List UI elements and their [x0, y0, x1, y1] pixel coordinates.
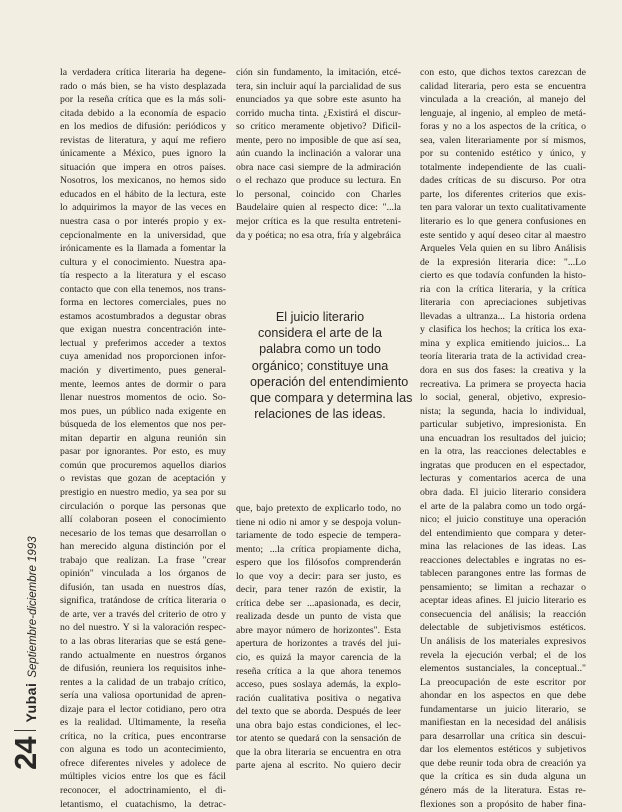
pull-quote-line: operación del entendimiento — [250, 374, 409, 389]
text-line: necesario de los temas que desarrollan o — [60, 527, 226, 539]
text-line: crítica debe ser ...apasionada, es decir, — [236, 597, 401, 609]
text-line: significa, tratándose de crítica literaria o — [60, 595, 226, 607]
text-line: trabajo que realizan. La frase "crear — [60, 554, 226, 566]
text-line: foras y no a los aspectos de la crítica, o — [420, 121, 586, 133]
text-line: aceptar ideas afines. El juicio literario es — [420, 595, 586, 607]
text-line: letantismo, el cuatachismo, la detrac- — [60, 798, 226, 810]
text-line: mente, pero no imposible de que así sea, — [236, 134, 401, 146]
text-line: con alguna es todo un acontecimiento, — [60, 744, 226, 756]
text-line: pensamiento; se limitan a rechazar o — [420, 581, 586, 593]
text-line: ción sin fundamento, la imitación, etcé- — [236, 67, 401, 78]
text-line: enunciados ya que sobre este asunto ha — [236, 94, 401, 106]
pull-quote-line: relaciones de las ideas. — [254, 407, 386, 422]
text-line: con esto, que dichos textos carezcan de — [420, 67, 586, 78]
text-line: apertura de horizontes a través del jui- — [236, 638, 401, 650]
text-line: obra dada. El juicio literario considera — [420, 486, 586, 498]
text-line: llenar nuestros momentos de ocio. So- — [60, 392, 226, 404]
text-line: fundamentarse un juicio literario, se — [420, 703, 586, 715]
text-line: mento; ...la crítica propiamente dicha, — [236, 543, 401, 555]
pull-quote-line: palabra como un todo — [259, 342, 381, 357]
text-line: decir, para tener razón de existir, la — [236, 584, 401, 596]
text-line: Nosotros, los mexicanos, no hemos sido — [60, 175, 226, 187]
text-line: de difusión, reuniera los requisitos inhe- — [60, 663, 226, 675]
text-line: que debe reunir toda obra de creación ya — [420, 757, 586, 769]
magazine-name: Yubai — [23, 682, 39, 723]
text-line: ria con la crítica literaria, y la crítica — [420, 283, 586, 295]
text-line: cuya amenidad nos proporcionen infor- — [60, 351, 226, 363]
text-line: una obra bajo estas condiciones, el lec- — [236, 719, 401, 731]
text-line: abre mayor número de horizontes". Esta — [236, 624, 401, 636]
text-line: que la obra literaria se encuentra en otra — [236, 746, 401, 758]
text-line: contacto que con ella tenemos, nos trans- — [60, 283, 226, 295]
text-line: lo que voy a decir: para ser justo, es — [236, 570, 401, 582]
text-line: rado o más bien, se ha visto desplazada — [60, 80, 226, 92]
text-line: aún cuando la inclinación a valorar una — [236, 148, 401, 160]
text-line: que exigan nuestra concentración inte- — [60, 324, 226, 336]
text-line: tera, sin incluir aquí la parcialidad de sus — [236, 80, 401, 92]
text-line: cierto es que todavía confunden la histo- — [420, 270, 586, 282]
text-line: han merecido alguna distinción por el — [60, 541, 226, 553]
text-column-2-bottom — [236, 502, 401, 773]
pull-quote-line: orgánico; constituye una — [251, 358, 389, 373]
text-line: cepcionalmente en la universidad, que — [60, 229, 226, 241]
text-line: tablecen parangones entre las formas de — [420, 568, 586, 580]
text-line: lenguaje, al ingenio, al empleo de metá- — [420, 107, 586, 119]
text-line: estamos acostumbrados a degustar obras — [60, 310, 226, 322]
text-line: rando actualmente en nuestros órganos — [60, 649, 226, 661]
text-line: es la realidad. Ultimamente, la reseña — [60, 717, 226, 729]
text-line: mina y explica emitiendo juicios... La — [420, 337, 586, 349]
text-line: mente, leemos antes de dormir o para — [60, 378, 226, 390]
text-line: nuestra casa o por interés propio y ex- — [60, 216, 226, 228]
text-line: lo social, general, objetivo, expresio- — [420, 392, 586, 404]
text-line: por la reseña crítica que es la más soli- — [60, 94, 226, 106]
text-line: cio, es quizá la mayor carencia de la — [236, 652, 401, 664]
text-line: obra nace casi siempre de la admiración — [236, 161, 401, 173]
text-line: género más de la literatura. Estas re- — [420, 784, 586, 796]
text-line: situación que impera en otros países. — [60, 161, 226, 173]
pull-quote-line: El juicio literario — [275, 310, 365, 324]
text-line: que, bajo pretexto de explicarlo todo, no — [236, 503, 401, 514]
text-line: circulación o porque las personas que — [60, 500, 226, 512]
text-line: so crítico meramente objetivo? Dificil- — [236, 121, 401, 133]
text-line: este sentido y aquí deseo citar al maestro — [420, 229, 586, 241]
text-line: educados en el hábito de la lectura, este — [60, 188, 226, 200]
text-line: reacciones delectables e ingratas no es- — [420, 554, 586, 566]
text-line: citada debido a la economía de espacio — [60, 107, 226, 119]
text-line: allí colaboran poseen el conocimiento — [60, 514, 226, 526]
text-line: Un análisis de los materiales expresivos — [420, 635, 586, 647]
text-line: lecturas y comentarios acerca de una — [420, 473, 586, 485]
text-line: no del nuestro. Y si la valoración respec- — [60, 622, 226, 634]
folio-divider — [14, 730, 36, 731]
text-line: dizaje para el lector cotidiano, pero otra — [60, 703, 226, 715]
text-line: el arte de la palabra como un todo orgá- — [420, 500, 586, 512]
pull-quote — [250, 309, 413, 422]
text-column-1 — [60, 66, 226, 811]
text-line: de la expresión literaria dice: "...Lo — [420, 256, 586, 268]
text-line: o revistas que gozan de aceptación y — [60, 473, 226, 485]
text-line: en los medios de difusión: periódicos y — [60, 121, 226, 133]
text-line: calidad literaria, pero esta se encuentra — [420, 80, 586, 92]
text-line: por su contenido estético y único, y — [420, 148, 586, 160]
text-line: ración cualitativa positiva o negativa — [236, 692, 401, 704]
text-line: particular subjetivo, impresionista. En — [420, 419, 586, 431]
issue-date: Septiembre-diciembre 1993 — [27, 536, 39, 678]
text-line: que la crítica es sin duda alguna un — [420, 771, 586, 783]
text-line: realizada desde un punto de vista que — [236, 611, 401, 623]
text-line: da y poética; no esa otra, fría y algebráica — [236, 229, 401, 241]
text-line: dora en sus dos fases: la creativa y la — [420, 365, 586, 377]
text-line: recreativa. La primera se proyecta hacia — [420, 378, 586, 390]
text-line: tía respecto a la literatura y el escaso — [60, 270, 226, 282]
text-line: consecuencia del análisis; la reacción — [420, 608, 586, 620]
text-line: La preocupación de este escritor por — [420, 676, 586, 688]
text-line: mitan departir en alguna reunión sin — [60, 432, 226, 444]
text-line: una encuadran los resultados del juicio; — [420, 432, 586, 444]
text-line: cultura y el conocimiento. Nuestra apa- — [60, 256, 226, 268]
text-line: revela la ejecución verbal; el de los — [420, 649, 586, 661]
text-line: elementos sustanciales, la conceptual.." — [420, 663, 586, 675]
text-line: múltiples vicios entre los que es fácil — [60, 771, 226, 783]
text-line: to a las obras literarias que se está gene- — [60, 635, 226, 647]
text-line: dar los elementos estéticos y subjetivos — [420, 744, 586, 756]
text-line: reconocer, el adoctrinamiento, el di- — [60, 784, 226, 796]
text-line: prestigio en nuestro medio, ya sea por su — [60, 486, 226, 498]
text-line: en la otra, las reacciones delectables e — [420, 446, 586, 458]
text-line: lectual y preferimos acceder a textos — [60, 337, 226, 349]
text-line: para desarrollar una crítica sin descui- — [420, 730, 586, 742]
text-line: común que procuremos aquellos diarios — [60, 459, 226, 471]
text-line: teoría literaria trata de la actividad crea- — [420, 351, 586, 363]
text-line: totalmente independiente de las cuali- — [420, 161, 586, 173]
text-line: sería una valiosa oportunidad de apren- — [60, 690, 226, 702]
text-line: de arte, ver a través del criterio de otro y — [60, 608, 226, 620]
text-line: parte, los diferentes criterios que exis- — [420, 188, 586, 200]
text-line: rentes a la calidad de un trabajo crítico, — [60, 676, 226, 688]
text-line: únicamente a México, pues ignoro la — [60, 148, 226, 160]
text-line: tor atento se quedará con la sensación de — [236, 733, 401, 745]
text-line: tiene ni odio ni amor y se despoja volun- — [236, 516, 401, 528]
text-line: literaria con apreciaciones subjetivas — [420, 297, 586, 309]
text-line: mejor crítica es la que resulta entreteni- — [236, 216, 401, 228]
text-line: Baudelaire quien al respecto dice: "...la — [236, 202, 401, 214]
text-line: pasar por ignorantes. Por esto, es muy — [60, 446, 226, 458]
page-number: 24 — [8, 737, 43, 770]
text-line: llevadas a ultranza... La historia ordena — [420, 310, 586, 322]
text-line: vinculada a la creación, al manejo del — [420, 94, 586, 106]
text-line: del entendimiento que compara y deter- — [420, 527, 586, 539]
text-line: literario es lo que genera confusiones en — [420, 216, 586, 228]
text-line: mina las relaciones de las ideas. Las — [420, 541, 586, 553]
text-line: la verdadera crítica literaria ha degene- — [60, 67, 226, 78]
text-line: delectable de subjetivismos estéticos. — [420, 622, 586, 634]
text-line: nico; el juicio constituye una operación — [420, 514, 586, 526]
text-line: acceso, pues soslaya además, la explo- — [236, 679, 401, 691]
text-line: Arqueles Vela quien en su libro Análisis — [420, 243, 586, 255]
text-line: difusión, tan usada en nuestros días, — [60, 581, 226, 593]
text-line: mación y divertimento, pues general- — [60, 365, 226, 377]
text-line: del texto que se aborda. Después de leer — [236, 706, 401, 718]
text-line: búsqueda de los elementos que nos per- — [60, 419, 226, 431]
text-line: ahondar en los aspectos en que debe — [420, 690, 586, 702]
folio — [8, 536, 44, 770]
text-line: dades críticas de su discurso. Por otra — [420, 175, 586, 187]
text-line: ofrece diferentes niveles y adolece de — [60, 757, 226, 769]
text-line: nista; la segunda, hacia lo individual, — [420, 405, 586, 417]
text-line: opinión" vinculada a los órganos de — [60, 568, 226, 580]
text-line: sea, valen literariamente por sí mismos, — [420, 134, 586, 146]
text-line: lo personal, coincido con Charles — [236, 188, 401, 200]
text-line: o el rechazo que produce su lectura. En — [236, 175, 401, 187]
text-line: forma en lectores comerciales, pues no — [60, 297, 226, 309]
text-line: ten para valorar un texto cualitativamente — [420, 202, 586, 214]
pull-quote-line: que compara y determina las — [250, 391, 413, 406]
text-line: revistas de literatura, y aquí me refiero — [60, 134, 226, 146]
text-line: flexiones son a propósito de haber fina- — [420, 798, 586, 810]
text-line: y clasifica los hechos; la crítica los exa- — [420, 324, 586, 336]
text-column-3 — [420, 66, 586, 811]
text-line: tariamente de todo especie de tempera- — [236, 530, 401, 542]
text-line: reseña crítica a la que ahora tenemos — [236, 665, 401, 677]
text-line: mos pues, un público nada exigente en — [60, 405, 226, 417]
text-line: parte ajena al escrito. No quiero decir — [236, 760, 401, 772]
text-line: corrido mucha tinta. ¿Existirá el discur- — [236, 107, 401, 119]
text-line: irónicamente es la llamada a fomentar la — [60, 243, 226, 255]
text-column-2-top — [236, 66, 401, 242]
text-line: ingratas que producen en el espectador, — [420, 459, 586, 471]
text-line: lo adquirimos la mayor de las veces en — [60, 202, 226, 214]
text-line: espero que los filósofos comprenderán — [236, 557, 401, 569]
pull-quote-line: considera el arte de la — [258, 326, 382, 341]
text-line: crítica, no la crítica, pues encontrarse — [60, 730, 226, 742]
text-line: manifiestan en la necesidad del análisis — [420, 717, 586, 729]
